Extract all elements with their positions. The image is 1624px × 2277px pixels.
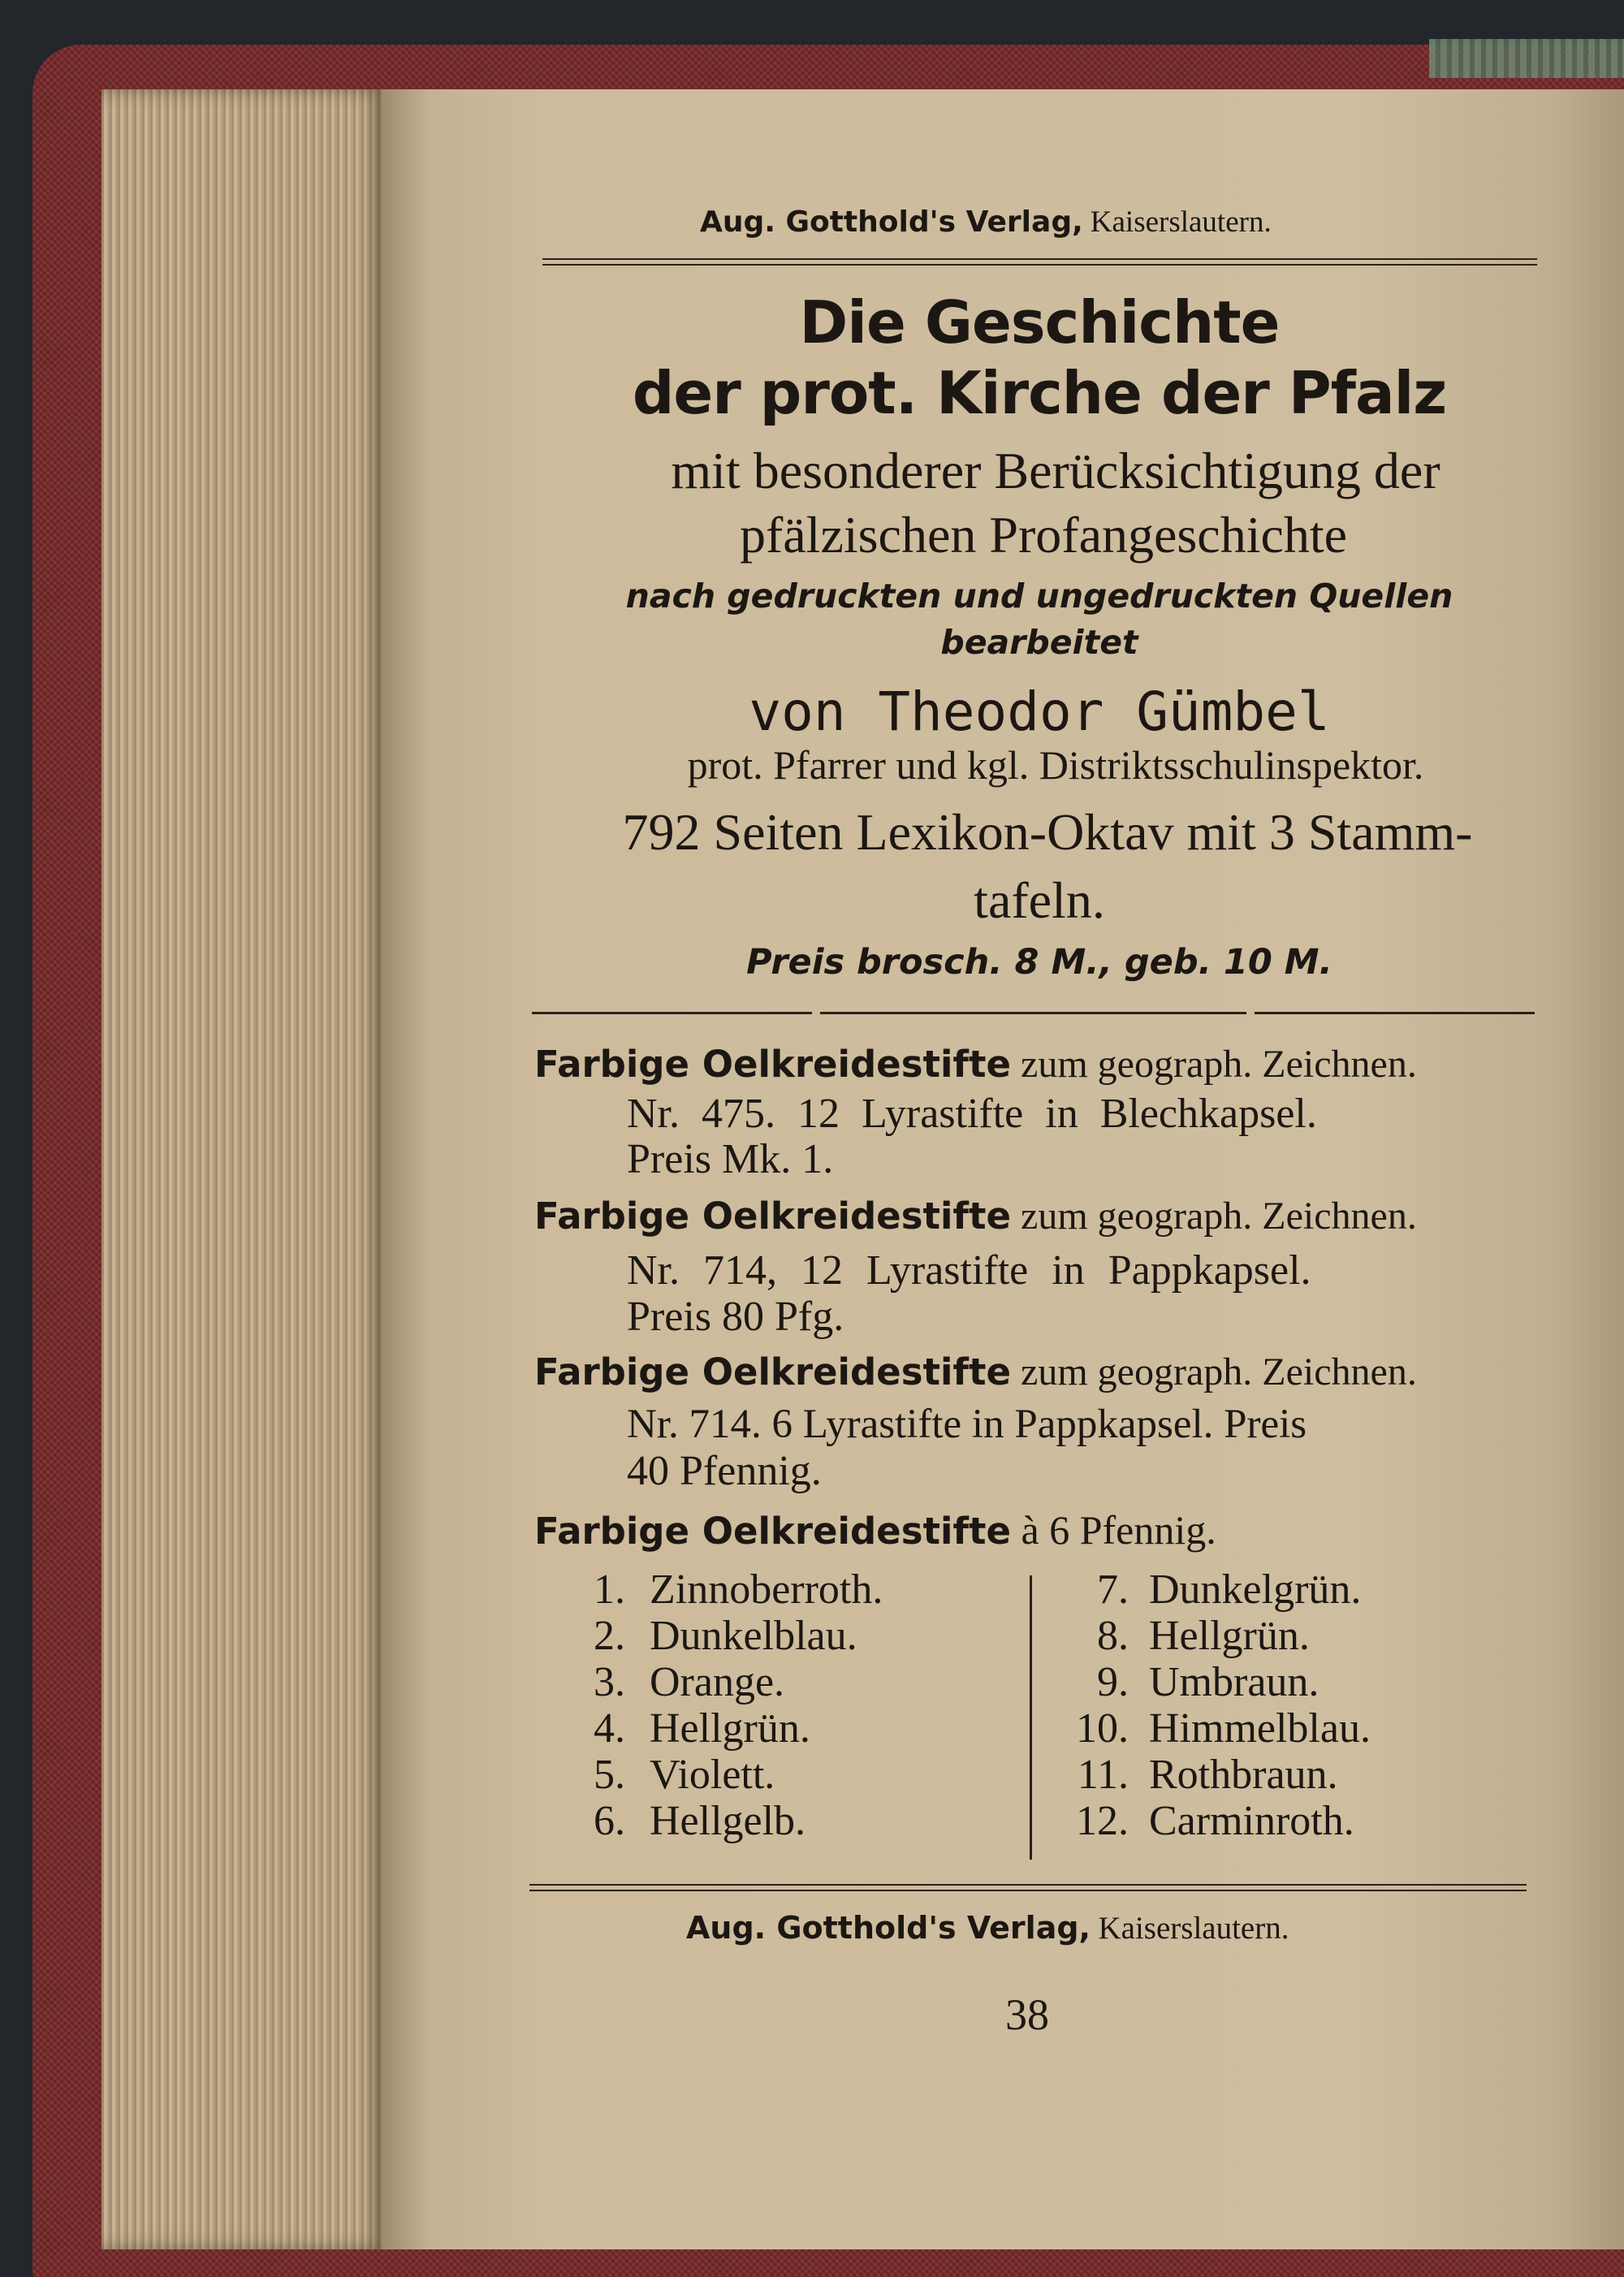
- book-title-line1: Die Geschichte: [799, 288, 1280, 356]
- color-list-divider: [1030, 1575, 1032, 1860]
- color-num: 8.: [1097, 1613, 1129, 1659]
- book-note-line2: bearbeitet: [940, 623, 1138, 662]
- ad3-line1: [534, 1350, 1417, 1394]
- book-note-line1: nach gedruckten und ungedruckten Quellen: [625, 577, 1453, 616]
- color-num: 7.: [1097, 1566, 1129, 1613]
- book-extent-line1: 792 Seiten Lexikon-Oktav mit 3 Stamm-: [622, 803, 1473, 861]
- separator-middle: [820, 1012, 1246, 1014]
- ad2-heading: Farbige Oelkreidestifte: [534, 1195, 1012, 1238]
- color-name: Dunkelgrün.: [1149, 1566, 1362, 1613]
- color-num: 11.: [1077, 1752, 1129, 1798]
- color-name: Dunkelblau.: [650, 1613, 857, 1659]
- ad3-heading: Farbige Oelkreidestifte: [534, 1350, 1012, 1393]
- color-num: 3.: [594, 1659, 625, 1705]
- ad1-line2: Nr. 475. 12 Lyrastifte in Blechkapsel.: [627, 1091, 1317, 1137]
- running-footer: [686, 1910, 1289, 1946]
- separator-left: [532, 1012, 812, 1014]
- color-list-heading: Farbige Oelkreidestifte: [534, 1510, 1012, 1553]
- color-num: 6.: [594, 1798, 625, 1844]
- color-name: Orange.: [650, 1659, 785, 1705]
- book-subtitle-line1: mit besonderer Berücksichtigung der: [671, 442, 1440, 499]
- color-num: 5.: [594, 1752, 625, 1798]
- ad1-line1: [534, 1042, 1417, 1087]
- color-name: Violett.: [650, 1752, 775, 1798]
- color-list-heading-line: [534, 1506, 1216, 1553]
- book-title-line2: der prot. Kirche der Pfalz: [632, 359, 1447, 427]
- page-number: 38: [1005, 1990, 1049, 2039]
- ad2-lead: zum geograph. Zeichnen.: [1021, 1195, 1417, 1238]
- footer-publisher: Aug. Gotthold's Verlag,: [686, 1910, 1091, 1946]
- header-city: Kaiserslautern.: [1090, 205, 1272, 239]
- color-num: 9.: [1097, 1659, 1129, 1705]
- color-name: Carminroth.: [1149, 1798, 1354, 1844]
- book-author-title: prot. Pfarrer und kgl. Distriktsschulinspektor.: [687, 742, 1424, 788]
- ad3-lead: zum geograph. Zeichnen.: [1021, 1350, 1417, 1393]
- color-name: Hellgelb.: [650, 1798, 806, 1844]
- footer-rule: [529, 1884, 1527, 1891]
- book-extent-line2: tafeln.: [974, 871, 1105, 929]
- ad1-lead: zum geograph. Zeichnen.: [1021, 1043, 1417, 1086]
- color-name: Hellgrün.: [650, 1705, 810, 1752]
- color-list-lead: à 6 Pfennig.: [1021, 1507, 1216, 1553]
- ad2-line2: Nr. 714, 12 Lyrastifte in Pappkapsel.: [627, 1247, 1311, 1294]
- color-num: 12.: [1076, 1798, 1129, 1844]
- color-name: Himmelblau.: [1149, 1705, 1371, 1752]
- ad2-line1: [534, 1194, 1417, 1238]
- footer-city: Kaiserslautern.: [1098, 1911, 1289, 1946]
- color-name: Rothbraun.: [1149, 1752, 1338, 1798]
- ad1-line3: Preis Mk. 1.: [627, 1136, 834, 1182]
- ad1-heading: Farbige Oelkreidestifte: [534, 1043, 1012, 1086]
- color-name: Zinnoberroth.: [650, 1566, 883, 1613]
- ad2-line3: Preis 80 Pfg.: [627, 1294, 844, 1340]
- header-publisher: Aug. Gotthold's Verlag,: [700, 205, 1083, 239]
- header-rule: [542, 258, 1537, 266]
- separator-right: [1255, 1012, 1535, 1014]
- ad3-line2: Nr. 714. 6 Lyrastifte in Pappkapsel. Preis: [627, 1402, 1307, 1447]
- color-name: Hellgrün.: [1149, 1613, 1310, 1659]
- color-num: 1.: [594, 1566, 625, 1613]
- color-name: Umbraun.: [1149, 1659, 1320, 1705]
- book-author: von Theodor Gümbel: [749, 681, 1330, 743]
- color-num: 10.: [1076, 1705, 1129, 1752]
- ad3-line3: 40 Pfennig.: [627, 1448, 822, 1494]
- color-num: 2.: [594, 1613, 625, 1659]
- book-subtitle-line2: pfälzischen Profangeschichte: [739, 506, 1348, 564]
- running-header: [700, 205, 1272, 240]
- book-price: Preis brosch. 8 M., geb. 10 M.: [746, 942, 1332, 983]
- color-num: 4.: [594, 1705, 625, 1752]
